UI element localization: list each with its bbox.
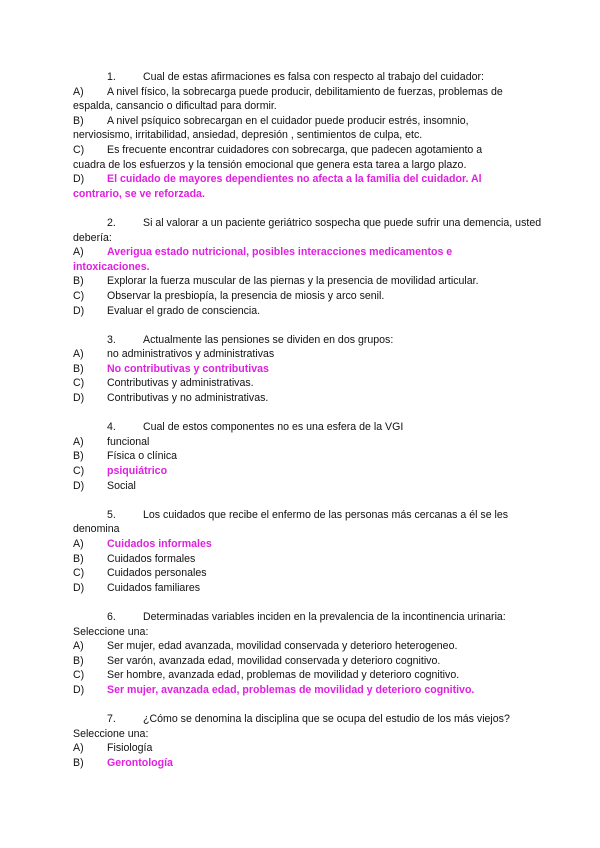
option-label: C) <box>73 143 85 156</box>
option-label: D) <box>73 479 85 492</box>
question-block <box>73 333 533 406</box>
answer-option <box>73 304 533 319</box>
answer-option-correct <box>73 245 533 260</box>
option-label: A) <box>73 246 84 259</box>
option-label: B) <box>73 114 84 127</box>
question-stem <box>73 333 533 348</box>
answer-option <box>73 391 533 406</box>
answer-option <box>73 158 533 173</box>
option-text: Social <box>107 479 136 492</box>
answer-option <box>73 668 533 683</box>
question-block <box>73 712 533 770</box>
option-text-continuation: contrario, se ve reforzada. <box>73 187 205 200</box>
question-text: ¿Cómo se denomina la disciplina que se ocupa del estudio de los más viejos? <box>143 713 510 726</box>
option-text: Ser mujer, avanzada edad, problemas de movilidad y deterioro cognitivo. <box>107 683 475 696</box>
option-label: A) <box>73 742 84 755</box>
option-text: No contributivas y contributivas <box>107 362 269 375</box>
question-text: denomina <box>73 523 120 536</box>
option-text: Observar la presbiopía, la presencia de miosis y arco senil. <box>107 289 385 302</box>
question-stem <box>73 70 533 85</box>
question-text: Determinadas variables inciden en la prevalencia de la incontinencia urinaria: <box>143 610 506 623</box>
question-number: 4. <box>107 421 116 434</box>
question-stem <box>73 508 533 523</box>
option-text: Contributivas y administrativas. <box>107 377 254 390</box>
answer-option-correct <box>73 260 533 275</box>
option-text: A nivel físico, la sobrecarga puede producir, debilitamiento de fuerzas, problemas de <box>107 85 503 98</box>
question-number: 2. <box>107 216 116 229</box>
question-stem-continuation <box>73 522 533 537</box>
answer-option <box>73 289 533 304</box>
question-number: 1. <box>107 71 116 83</box>
option-label: B) <box>73 275 84 288</box>
answer-option <box>73 114 533 129</box>
answer-option <box>73 85 533 100</box>
option-label: D) <box>73 392 85 405</box>
option-label: D) <box>73 683 85 696</box>
option-label: D) <box>73 581 85 594</box>
spacer <box>73 595 533 610</box>
question-block <box>73 420 533 493</box>
option-label: C) <box>73 289 85 302</box>
spacer <box>73 201 533 216</box>
answer-option-correct <box>73 464 533 479</box>
option-text: psiquiátrico <box>107 465 168 478</box>
answer-option <box>73 552 533 567</box>
option-label: B) <box>73 654 84 667</box>
question-stem <box>73 216 542 231</box>
answer-option <box>73 435 533 450</box>
option-label: B) <box>73 362 84 375</box>
question-text: Cual de estas afirmaciones es falsa con respecto al trabajo del cuidador: <box>143 71 484 83</box>
question-number: 7. <box>107 713 116 726</box>
question-block <box>73 70 533 201</box>
answer-option <box>73 581 533 596</box>
option-label: B) <box>73 552 84 565</box>
spacer <box>73 493 533 508</box>
question-stem-continuation <box>73 231 533 246</box>
option-text: A nivel psíquico sobrecargan en el cuidador puede producir estrés, insomnio, <box>107 114 469 127</box>
question-block <box>73 216 542 318</box>
option-label: B) <box>73 756 84 769</box>
answer-option <box>73 143 533 158</box>
option-text: Ser mujer, edad avanzada, movilidad conservada y deterioro heterogeneo. <box>107 640 458 653</box>
option-text-continuation: intoxicaciones. <box>73 260 150 273</box>
option-text: Ser varón, avanzada edad, movilidad conservada y deterioro cognitivo. <box>107 654 441 667</box>
option-label: C) <box>73 567 85 580</box>
answer-option-correct <box>73 172 533 187</box>
option-label: D) <box>73 173 85 186</box>
option-text: Física o clínica <box>107 450 178 463</box>
option-label: C) <box>73 669 85 682</box>
answer-option <box>73 741 533 756</box>
answer-option <box>73 99 533 114</box>
question-stem-continuation <box>73 625 533 640</box>
answer-option <box>73 639 533 654</box>
question-text: Si al valorar a un paciente geriátrico sospecha que puede sufrir una demencia, usted <box>143 216 542 229</box>
answer-option-correct <box>73 187 533 202</box>
answer-option-correct <box>73 362 533 377</box>
option-text: Cuidados personales <box>107 567 207 580</box>
question-block <box>73 610 533 698</box>
question-stem <box>73 610 533 625</box>
option-text: El cuidado de mayores dependientes no afecta a la familia del cuidador. Al <box>107 173 482 186</box>
answer-option-correct <box>73 683 533 698</box>
option-text: Gerontología <box>107 756 173 769</box>
option-label: A) <box>73 85 84 98</box>
answer-option <box>73 566 533 581</box>
answer-option-correct <box>73 756 533 771</box>
spacer <box>73 698 533 713</box>
answer-option <box>73 274 533 289</box>
option-text-continuation: cuadra de los esfuerzos y la tensión emocional que genera esta tarea a largo plazo. <box>73 158 467 171</box>
question-stem <box>73 420 533 435</box>
question-text: Actualmente las pensiones se dividen en dos grupos: <box>143 333 394 346</box>
question-text: Cual de estos componentes no es una esfera de la VGI <box>143 421 404 434</box>
option-text: Explorar la fuerza muscular de las piernas y la presencia de movilidad articular. <box>107 275 479 288</box>
question-number: 3. <box>107 333 116 346</box>
question-stem-continuation <box>73 727 533 742</box>
answer-option-correct <box>73 537 533 552</box>
option-label: C) <box>73 465 85 478</box>
option-label: A) <box>73 435 84 448</box>
option-label: A) <box>73 348 84 361</box>
question-number: 6. <box>107 610 116 623</box>
option-text: Evaluar el grado de consciencia. <box>107 304 261 317</box>
answer-option <box>73 479 533 494</box>
option-text: no administrativos y administrativas <box>107 348 275 361</box>
question-block <box>73 508 533 596</box>
option-text-continuation: nerviosismo, irritabilidad, ansiedad, depresión , sentimientos de culpa, etc. <box>73 129 423 142</box>
option-text: Cuidados formales <box>107 552 196 565</box>
answer-option <box>73 347 533 362</box>
option-label: D) <box>73 304 85 317</box>
option-text: Es frecuente encontrar cuidadores con sobrecarga, que padecen agotamiento a <box>107 143 483 156</box>
option-text: funcional <box>107 435 150 448</box>
option-text: Ser hombre, avanzada edad, problemas de movilidad y deterioro cognitivo. <box>107 669 460 682</box>
option-label: B) <box>73 450 84 463</box>
spacer <box>73 406 533 421</box>
answer-option <box>73 128 533 143</box>
answer-option <box>73 654 533 669</box>
answer-option <box>73 376 533 391</box>
option-label: C) <box>73 377 85 390</box>
question-text: debería: <box>73 231 112 244</box>
option-text: Cuidados informales <box>107 538 212 550</box>
question-text: Seleccione una: <box>73 727 149 740</box>
option-label: A) <box>73 640 84 653</box>
option-label: A) <box>73 538 84 550</box>
question-text: Los cuidados que recibe el enfermo de las personas más cercanas a él se les <box>143 508 509 521</box>
answer-option <box>73 449 533 464</box>
option-text: Averigua estado nutricional, posibles interacciones medicamentos e <box>107 246 453 259</box>
question-text: Seleccione una: <box>73 625 149 638</box>
option-text: Contributivas y no administrativas. <box>107 392 269 405</box>
spacer <box>73 318 533 333</box>
option-text: Cuidados familiares <box>107 581 201 594</box>
option-text: Fisiología <box>107 742 153 755</box>
question-number: 5. <box>107 508 116 521</box>
question-stem <box>73 712 533 727</box>
option-text-continuation: espalda, cansancio o dificultad para dormir. <box>73 100 277 113</box>
quiz-content <box>73 70 542 771</box>
